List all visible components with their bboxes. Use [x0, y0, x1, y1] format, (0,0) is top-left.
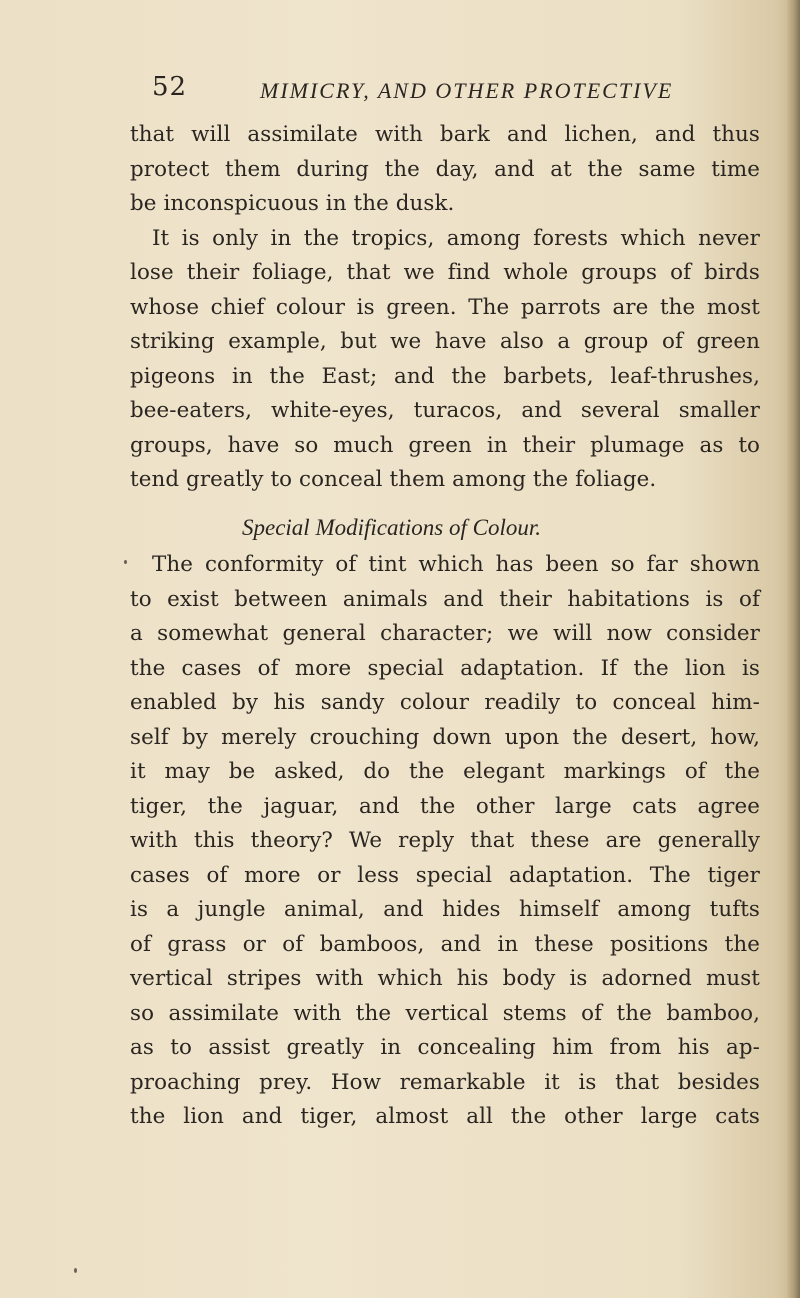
text-line: the cases of more special adaptation. If the lion is	[130, 655, 760, 681]
text-line: proaching prey. How remarkable it is that besides	[130, 1069, 760, 1095]
text-line: cases of more or less special adaptation. The tiger	[130, 862, 760, 888]
text-line: that will assimilate with bark and lichen, and thus	[130, 122, 760, 147]
text-line: to exist between animals and their habitations is of	[130, 586, 760, 612]
paragraph-3	[130, 548, 760, 1135]
text-line: groups, have so much green in their plumage as to	[130, 432, 760, 458]
text-line: with this theory? We reply that these are generally	[130, 828, 760, 853]
page-number: 52	[152, 72, 188, 102]
paragraph-1	[130, 118, 760, 222]
ink-speck	[124, 560, 127, 564]
text-line: protect them during the day, and at the same time	[130, 156, 760, 182]
text-line: It is only in the tropics, among forests which never	[152, 225, 760, 251]
body-text	[130, 118, 760, 1135]
running-title: MIMICRY, AND OTHER PROTECTIVE	[260, 78, 674, 103]
text-line: The conformity of tint which has been so far shown	[152, 552, 760, 577]
text-line: of grass or of bamboos, and in these positions the	[130, 931, 760, 957]
text-line: striking example, but we have also a group of green	[130, 329, 760, 354]
text-line: tiger, the jaguar, and the other large cats agree	[130, 793, 760, 819]
text-line: tend greatly to conceal them among the foliage.	[130, 467, 657, 492]
ink-speck	[74, 1268, 77, 1273]
text-line: so assimilate with the vertical stems of the bamboo,	[130, 1000, 760, 1026]
text-line: be inconspicuous in the dusk.	[130, 191, 455, 216]
text-line: it may be asked, do the elegant markings of the	[130, 759, 760, 784]
paragraph-2	[130, 222, 760, 498]
text-line: is a jungle animal, and hides himself among tufts	[130, 897, 760, 922]
text-line: lose their foliage, that we find whole groups of birds	[130, 260, 760, 285]
text-line: the lion and tiger, almost all the other large cats	[130, 1104, 760, 1129]
text-line: self by merely crouching down upon the desert, how,	[130, 724, 760, 750]
text-line: whose chief colour is green. The parrots are the most	[130, 294, 760, 320]
text-line: pigeons in the East; and the barbets, leaf-thrushes,	[130, 363, 760, 389]
text-line: as to assist greatly in concealing him from his ap-	[130, 1035, 760, 1060]
text-line: a somewhat general character; we will now consider	[130, 621, 760, 646]
text-line: bee-eaters, white-eyes, turacos, and several smaller	[130, 398, 760, 423]
section-heading: Special Modifications of Colour.	[242, 514, 541, 540]
text-line: enabled by his sandy colour readily to conceal him-	[130, 690, 760, 715]
text-line: vertical stripes with which his body is adorned must	[130, 966, 760, 991]
running-head	[152, 72, 712, 106]
page-edge-shadow	[786, 0, 800, 1298]
